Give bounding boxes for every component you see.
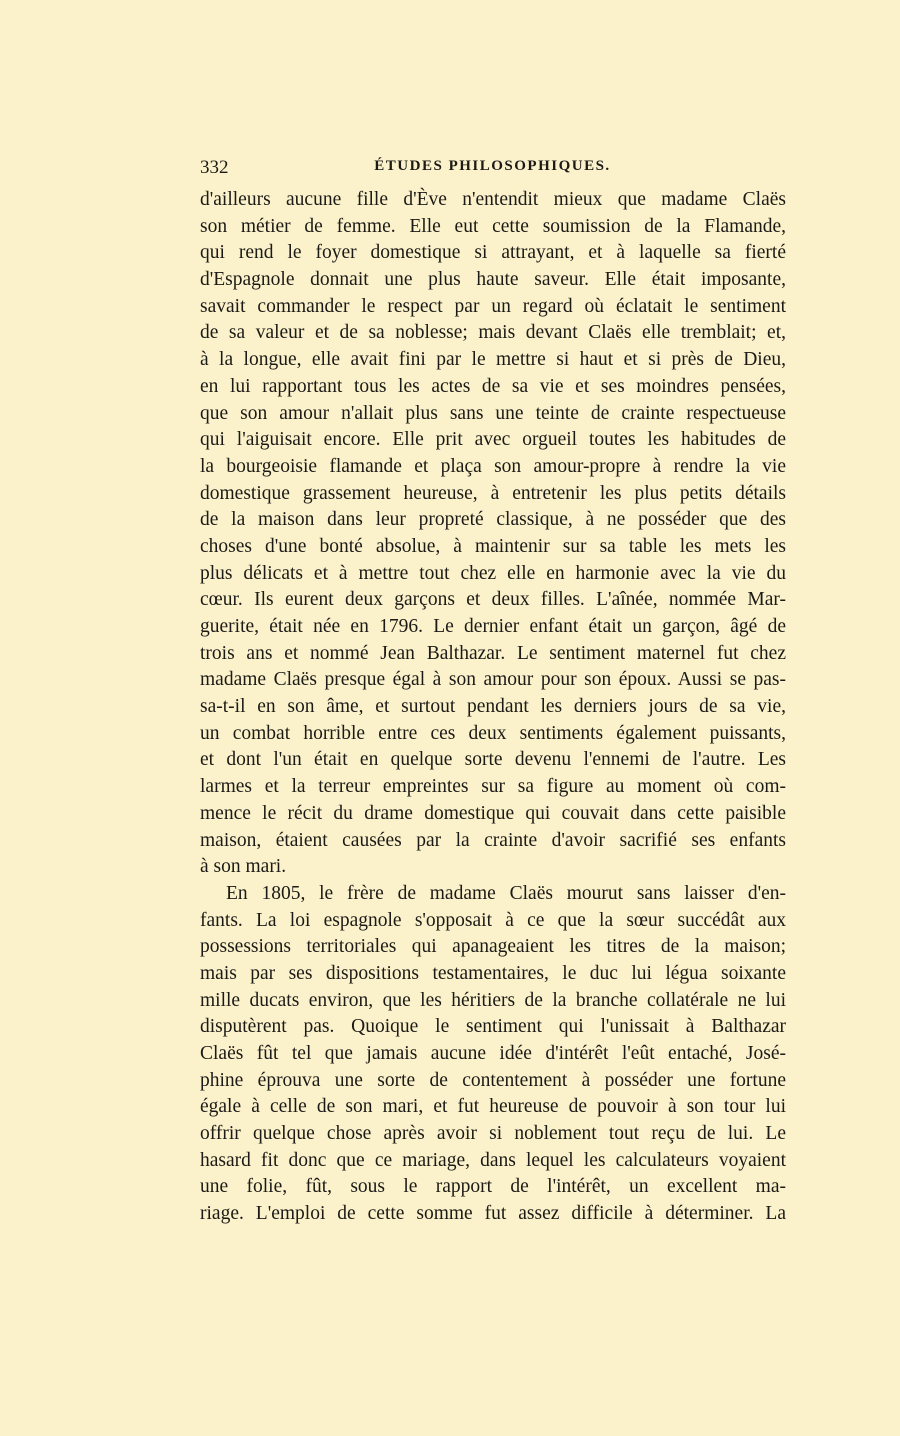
page-body-text xyxy=(200,187,786,1228)
text-line: d'Espagnole donnait une plus haute saveur. Elle était imposante, xyxy=(200,269,786,291)
text-line: la bourgeoisie flamande et plaça son amour-propre à rendre la vie xyxy=(200,455,786,477)
running-header xyxy=(200,157,785,183)
text-line: d'ailleurs aucune fille d'Ève n'entendit mieux que madame Claës xyxy=(200,189,786,210)
text-line: possessions territoriales qui apanageaient les titres de la maison; xyxy=(200,936,786,958)
text-line: sa-t-il en son âme, et surtout pendant les derniers jours de sa vie, xyxy=(200,696,786,718)
text-line: guerite, était née en 1796. Le dernier enfant était un garçon, âgé de xyxy=(200,616,786,637)
text-line: trois ans et nommé Jean Balthazar. Le sentiment maternel fut chez xyxy=(200,642,786,664)
text-line: hasard fit donc que ce mariage, dans lequel les calculateurs voyaient xyxy=(200,1149,786,1171)
text-line: domestique grassement heureuse, à entretenir les plus petits détails xyxy=(200,482,786,504)
text-line: de la maison dans leur propreté classique, à ne posséder que des xyxy=(200,509,786,531)
text-line: madame Claës presque égal à son amour pour son époux. Aussi se pas- xyxy=(200,669,786,691)
text-line: phine éprouva une sorte de contentement à posséder une fortune xyxy=(200,1069,786,1091)
text-line: choses d'une bonté absolue, à maintenir sur sa table les mets les xyxy=(200,535,786,557)
running-title: ÉTUDES PHILOSOPHIQUES. xyxy=(374,158,611,174)
text-line: de sa valeur et de sa noblesse; mais devant Claës elle tremblait; et, xyxy=(200,322,786,344)
text-line: mence le récit du drame domestique qui couvait dans cette paisible xyxy=(200,802,786,824)
text-line: son métier de femme. Elle eut cette soumission de la Flamande, xyxy=(200,215,786,237)
text-line: disputèrent pas. Quoique le sentiment qui l'unissait à Balthazar xyxy=(200,1016,786,1038)
text-line: à la longue, elle avait fini par le mettre si haut et si près de Dieu, xyxy=(200,349,786,371)
text-line: cœur. Ils eurent deux garçons et deux filles. L'aînée, nommée Mar- xyxy=(200,589,786,611)
text-line: une folie, fût, sous le rapport de l'intérêt, un excellent ma- xyxy=(200,1176,786,1198)
text-line: savait commander le respect par un regard où éclatait le sentiment xyxy=(200,295,786,317)
text-line: fants. La loi espagnole s'opposait à ce que la sœur succédât aux xyxy=(200,909,786,931)
text-line: plus délicats et à mettre tout chez elle en harmonie avec la vie du xyxy=(200,562,786,584)
text-line: mille ducats environ, que les héritiers de la branche collatérale ne lui xyxy=(200,989,786,1011)
text-line: Claës fût tel que jamais aucune idée d'intérêt l'eût entaché, José- xyxy=(200,1043,786,1064)
text-line: riage. L'emploi de cette somme fut assez difficile à déterminer. La xyxy=(200,1203,786,1225)
text-line: maison, étaient causées par la crainte d'avoir sacrifié ses enfants xyxy=(200,829,786,851)
text-line: en lui rapportant tous les actes de sa vie et ses moindres pensées, xyxy=(200,375,786,397)
text-line: qui rend le foyer domestique si attrayant, et à laquelle sa fierté xyxy=(200,242,786,264)
text-line: larmes et la terreur empreintes sur sa figure au moment où com- xyxy=(200,776,786,798)
text-line: et dont l'un était en quelque sorte devenu l'ennemi de l'autre. Les xyxy=(200,749,786,771)
text-line: En 1805, le frère de madame Claës mourut sans laisser d'en- xyxy=(226,882,786,904)
text-line: mais par ses dispositions testamentaires, le duc lui légua soixante xyxy=(200,962,786,984)
text-line: égale à celle de son mari, et fut heureuse de pouvoir à son tour lui xyxy=(200,1096,786,1118)
text-line: que son amour n'allait plus sans une teinte de crainte respectueuse xyxy=(200,402,786,424)
text-line: à son mari. xyxy=(200,856,287,878)
text-line: qui l'aiguisait encore. Elle prit avec orgueil toutes les habitudes de xyxy=(200,429,786,451)
text-line: offrir quelque chose après avoir si noblement tout reçu de lui. Le xyxy=(200,1123,786,1145)
text-line: un combat horrible entre ces deux sentiments également puissants, xyxy=(200,722,786,744)
page-number: 332 xyxy=(200,157,229,178)
